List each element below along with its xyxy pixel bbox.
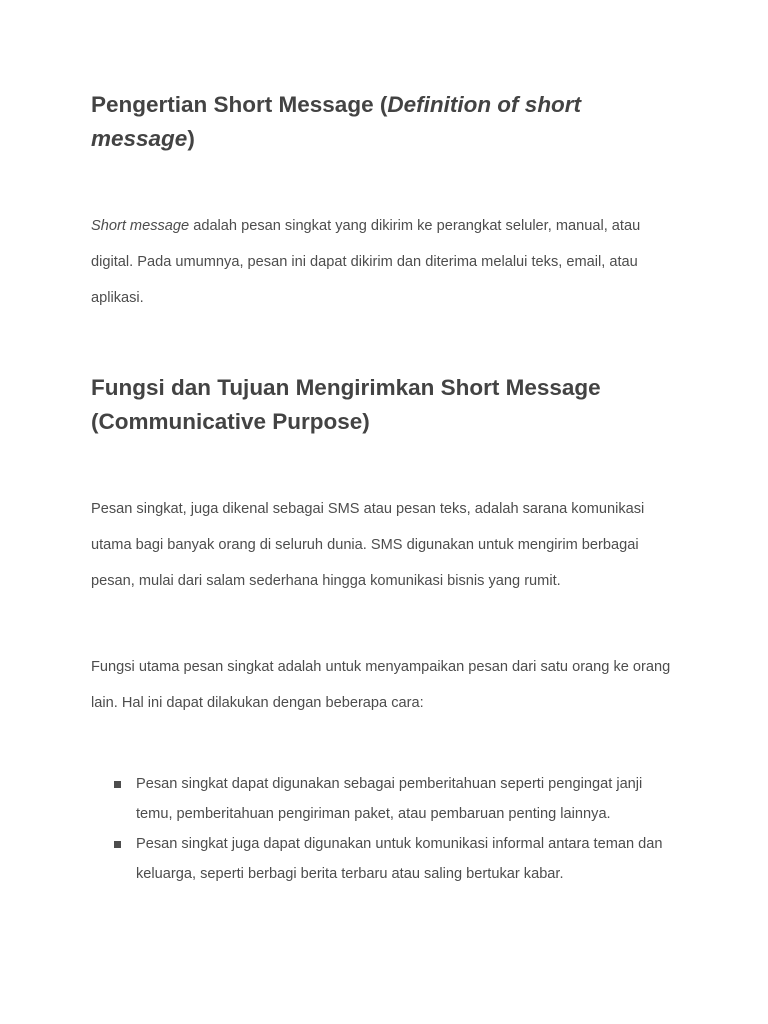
list-item — [91, 769, 671, 829]
definition-term: Short message — [91, 218, 190, 234]
square-bullet-icon — [114, 781, 121, 788]
purpose-paragraph-1: Pesan singkat, juga dikenal sebagai SMS atau pesan teks, adalah sarana komunikasi utama bagi banyak orang di seluruh dunia. SMS digunakan untuk mengirim berbagai pesan, mulai dari salam sederhana hingga komunikasi bisnis yang rumit. — [91, 501, 645, 589]
heading-text: Pengertian Short Message ( — [91, 92, 388, 117]
list-item-text: Pesan singkat dapat digunakan sebagai pemberitahuan seperti pengingat janji temu, pemberitahuan pengiriman paket, atau pembaruan penting lainnya. — [136, 776, 643, 822]
section-heading-definition — [91, 88, 671, 156]
heading-text-suffix: ) — [187, 126, 195, 151]
section-heading-purpose: Fungsi dan Tujuan Mengirimkan Short Message (Communicative Purpose) — [91, 375, 601, 434]
square-bullet-icon — [114, 841, 121, 848]
definition-paragraph — [91, 208, 671, 316]
list-item — [91, 829, 671, 889]
list-item-text: Pesan singkat juga dapat digunakan untuk komunikasi informal antara teman dan keluarga, seperti berbagi berita terbaru atau saling bertukar kabar. — [136, 836, 663, 882]
definition-text: adalah pesan singkat yang dikirim ke perangkat seluler, manual, atau digital. Pada umumnya, pesan ini dapat dikirim dan diterima melalui teks, email, atau aplikasi. — [91, 218, 641, 306]
document-content — [91, 88, 671, 889]
purpose-bullet-list — [91, 769, 671, 889]
purpose-paragraph-2: Fungsi utama pesan singkat adalah untuk menyampaikan pesan dari satu orang ke orang lain. Hal ini dapat dilakukan dengan beberapa cara: — [91, 659, 671, 711]
heading-italic-text: Definition of short message — [91, 92, 582, 151]
